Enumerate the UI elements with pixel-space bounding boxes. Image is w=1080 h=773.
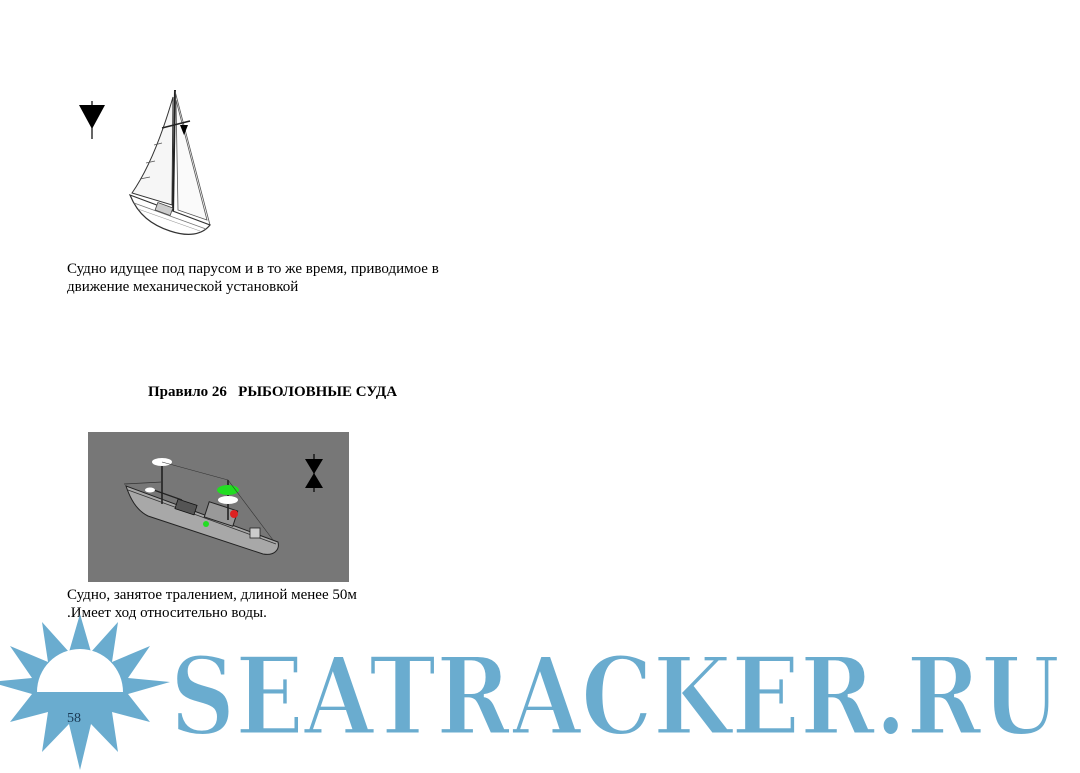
cone-day-signal-icon <box>79 101 105 139</box>
sun-logo-icon <box>0 614 170 770</box>
sailboat-illustration <box>70 85 230 245</box>
trawler-caption-line-2: .Имеет ход относительно воды. <box>67 605 267 621</box>
seatracker-watermark <box>0 612 1080 773</box>
trawler-caption-line-1: Судно, занятое тралением, длиной менее 50м <box>67 587 357 603</box>
sailboat-caption-line-2: движение механической установкой <box>67 279 299 295</box>
sailboat-caption-line-1: Судно идущее под парусом и в то же время, приводимое в <box>67 261 439 277</box>
section-heading: Правило 26 РЫБОЛОВНЫЕ СУДА <box>148 384 398 400</box>
watermark-text: SEATRACKER.RU <box>170 634 1060 760</box>
trawler-illustration <box>88 432 349 582</box>
page-number: 58 <box>67 711 81 726</box>
sailboat-caption <box>67 260 487 296</box>
